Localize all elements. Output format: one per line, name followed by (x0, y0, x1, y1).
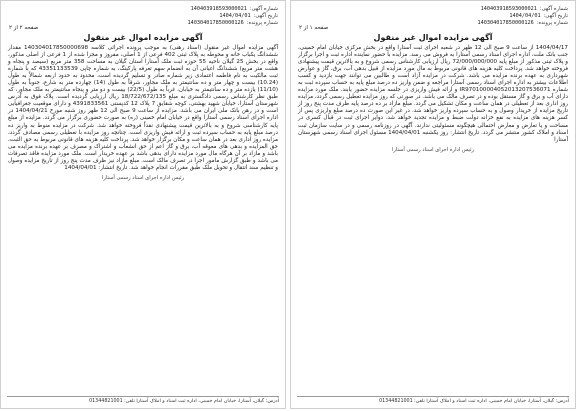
page-footer: آدرس: گیلان، آستارا، خیابان امام خمینی، اداره ثبت اسناد و املاک آستارا تلفن: 01344821001 (7, 396, 279, 405)
notice-number-value: 140403918593000021 (190, 6, 247, 12)
document-title: آگهی مزایده اموال غیر منقول (83, 33, 203, 42)
page-footer: آدرس: گیلان، آستارا، خیابان امام خمینی، اداره ثبت اسناد و املاک آستارا تلفن: 01344821001 (297, 396, 569, 405)
notice-date-label: تاریخ آگهی: (253, 13, 278, 19)
notice-meta (298, 6, 568, 27)
notice-number-label: شماره آگهی: (249, 6, 278, 12)
page-number: صفحه ۱ از ۲ (299, 25, 329, 31)
file-number-value: 140304017850000126 (477, 20, 534, 26)
notice-date-value: 1404/04/01 (219, 13, 251, 19)
notice-meta (8, 6, 278, 27)
file-number-row (298, 20, 568, 27)
notice-number-value: 140403918593000021 (480, 6, 537, 12)
notice-body: 1404/04/17 از ساعت 9 صبح الی 12 ظهر در شعبه اجرای ثبت آستارا واقع در بخش مرکزی خیابان امام خمینی، جنب بانک ملت، اداره اجرای اسناد رسمی آستارا به فروش می رسد. مزایده با حضور نماینده اداره ثبت و اجرا برگزار و پلاک ثبتی مذکور از مبلغ پایه 72/000/000/000 ریال ارزیابی کارشناس رسمی شروع و به بالاترین قیمت پیشنهادی فروخته خواهد شد. پرداخت کلیه هزینه های قانونی مربوط به مال مورد مزایده از قبیل بدهی آب، برق، گاز و عوارض شهرداری به عهده برنده مزایده می باشد. شرکت در مزایده آزاد است و طالبین می توانند جهت بازدید و کسب اطلاعات بیشتر به اداره اجرای اسناد رسمی آستارا مراجعه و ضمن واریز ده درصد مبلغ پایه به حساب سپرده ثبت به شماره IR970100004052013207536071 و ارائه فیش واریزی در جلسه مزایده حضور یابند. ملک مورد مزایده دارای آب و برق و گاز مستقل بوده و در تصرف مالک می باشد. در صورتی که روز مزایده تعطیل رسمی گردد، مزایده روز اداری بعد از تعطیلی در همان ساعت و مکان تشکیل می گردد. مبلغ مازاد بر ده درصد پایه ظرف مدت پنج روز از تاریخ مزایده از خریدار وصول و به حساب سپرده واریز خواهد شد. در غیر این صورت ده درصد مبلغ واریزی پس از کسر هزینه های مزایده به نفع خزانه دولت ضبط و مزایده تجدید خواهد شد. دوایر اجرای ثبت در قبال کسری در مساحت و یا تعارض و معارض احتمالی هیچگونه مسئولیتی ندارند. آگهی در روزنامه رسمی و در سایت سازمان ثبت اسناد و املاک کشور منتشر می گردد. تاریخ انتشار: روز یکشنبه 1404/04/01 مسئول اجرای اسناد رسمی شهرستان آستارا (298, 45, 569, 143)
signature: رئیس اداره اجرای اسناد رسمی آستارا (391, 146, 475, 153)
file-number-label: شماره پرونده: (536, 20, 568, 26)
notice-number-label: شماره آگهی: (539, 6, 568, 12)
notice-date-value: 1404/04/01 (509, 13, 541, 19)
file-number-value: 140304017850000126 (187, 20, 244, 26)
signature: رئیس اداره اجرای اسناد رسمی آستارا (101, 174, 185, 181)
notice-date-row (298, 13, 568, 20)
notice-number-row (298, 6, 568, 13)
file-number-row (8, 20, 278, 27)
notice-date-row (8, 13, 278, 20)
file-number-label: شماره پرونده: (246, 20, 278, 26)
page-right (290, 0, 576, 409)
page-number: صفحه ۲ از ۲ (9, 25, 39, 31)
notice-number-row (8, 6, 278, 13)
notice-body: آگهی مزایده اموال غیر منقول (اسناد رهنی) به موجب پرونده اجرائی کلاسه 140304017850000698 مقدار ششدانگ یکباب خانه و محوطه به پلاک ثبتی 402 فرعی از 1 اصلی، مفروز و مجزا شده از 1 فرعی از اصلی مذکور، واقع در بخش 25 گیلان ناحیه 55 حوزه ثبت ملک آستارا استان گیلان به مساحت 358 متر مربع (سیصد و پنجاه و هشت متر مربع) ششدانگ اعیانی آن به انضمام سهم تعرفه پارکینگ، به شماره چاپی 43351133539 که با شماره ثبت مالکیت به نام فاطمه اعتمادی زیر شماره صادر و تسلیم گردیده است، محدود به حدود اربعه شمالاً به طول (10.24) بیست و چهار متر و ده سانتیمتر به ملک مجاور، شرقاً به طول (14) چهارده متر به شارع، جنوباً به طول (11/10) یازده متر و ده سانتیمتر به خیابان، غرباً به طول (22/5) بیست و دو متر و پنجاه سانتیمتر به ملک مجاور، که طبق نظر کارشناس رسمی دادگستری به مبلغ 18/722/672/135 ریال ارزیابی گردیده است. پلاک فوق به آدرس شهرستان آستارا، خیابان شهید بهشتی، کوچه شقایق 7 پلاک 12 کدپستی 4391833561 و دارای موقعیت جغرافیایی است و در رهن بانک ملی ایران می باشد. مزایده از ساعت 9 صبح الی 12 ظهر روز شنبه مورخ 1404/04/21 در اداره اجرای اسناد رسمی آستارا واقع در خیابان امام خمینی (ره) به صورت حضوری برگزار می گردد. مزایده از مبلغ پایه کارشناسی شروع و به بالاترین قیمت پیشنهادی نقداً فروخته خواهد شد. شرکت در مزایده منوط به واریز ده درصد مبلغ پایه به حساب سپرده ثبت و ارائه فیش واریزی است. چنانچه روز مزایده با تعطیلی رسمی مصادف گردد، مزایده روز اداری بعد در همان ساعت و مکان برگزار خواهد شد. پرداخت کلیه هزینه های قانونی مربوط به حق الثبت، حق المزایده و بدهی های معوقه آب، برق و گاز اعم از حق انشعاب و اشتراک و مصرف بر عهده برنده مزایده می باشد و مازاد بر آن هرگاه مال مورد مزایده دارای بدهی باشد بر عهده خریدار است. ملک مورد مزایده فاقد تصرفات می باشد و طبق گزارش مامور اجرا در تصرف مالک است. مبلغ مازاد نیز ظرف مدت پنج روز از تاریخ مزایده وصول و تنظیم سند انتقال و تحویل ملک طبق مقررات انجام خواهد شد. تاریخ انتشار: 1404/04/01 (8, 45, 279, 171)
page-left (0, 0, 286, 409)
document-title: آگهی مزایده اموال غیر منقول (373, 33, 493, 42)
notice-date-label: تاریخ آگهی: (543, 13, 568, 19)
